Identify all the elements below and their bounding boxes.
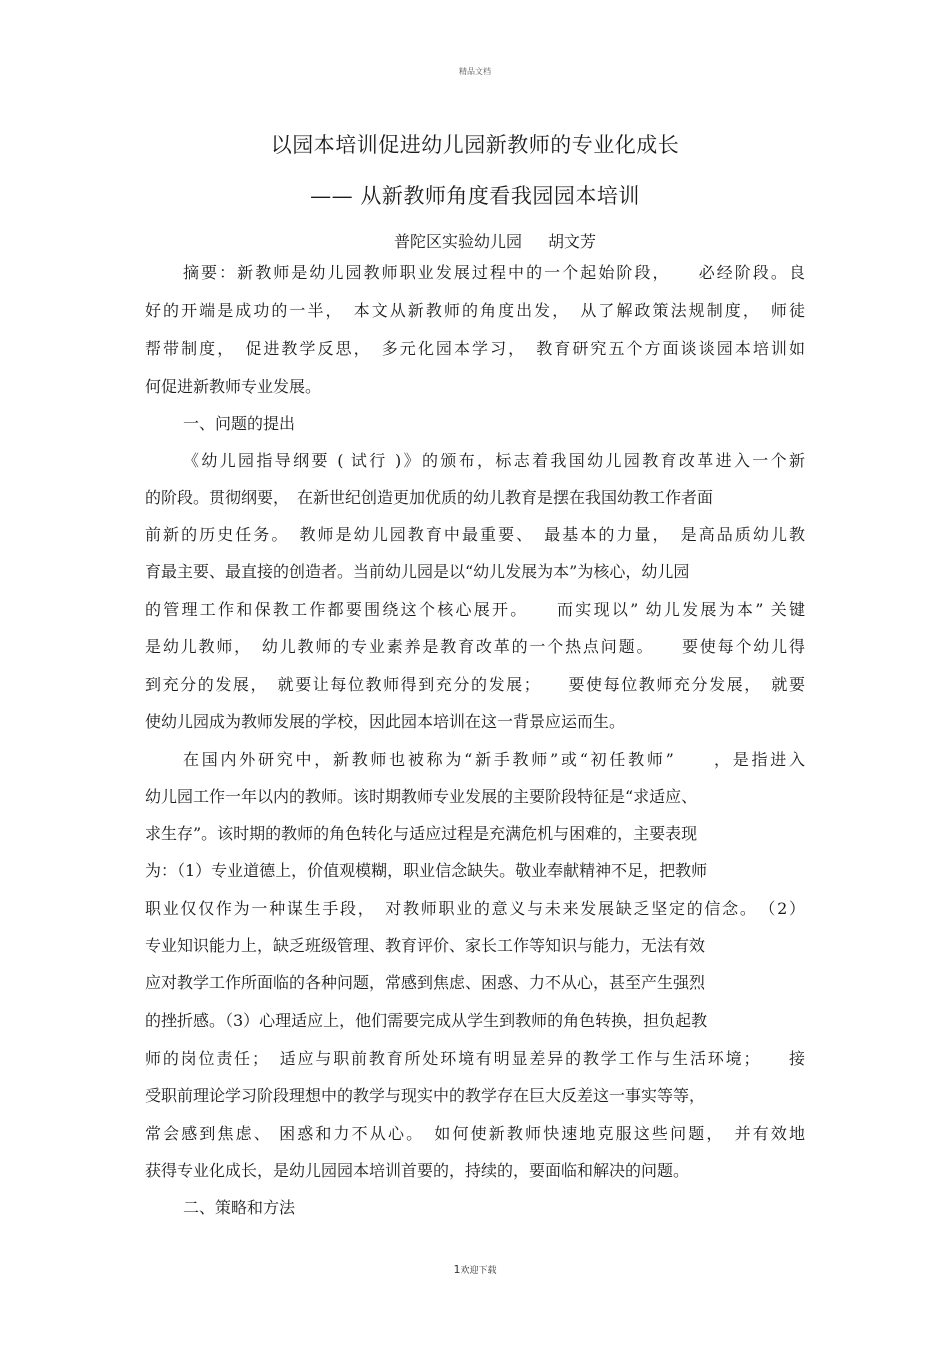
paragraph-line: 受职前理论学习阶段理想中的教学与现实中的教学存在巨大反差这一事实等等， — [145, 1086, 706, 1105]
section-heading-2: 二、策略和方法 — [183, 1198, 296, 1217]
paragraph-line: 应对教学工作所面临的各种问题，常感到焦虑、困惑、力不从心，甚至产生强烈 — [145, 973, 706, 992]
author-school: 普陀区实验幼儿园 — [393, 232, 522, 251]
section-heading-1: 一、问题的提出 — [183, 414, 296, 433]
paragraph-line: 使幼儿园成为教师发展的学校，因此园本培训在这一背景应运而生。 — [145, 712, 626, 731]
paragraph-line: 《幼儿园指导纲要 ( 试行 )》的颁布，标志着我国幼儿园教育改革进入一个新 — [183, 451, 805, 470]
footer-text: 欢迎下载 — [460, 1266, 497, 1276]
paragraph-line: 的管理工作和保教工作都要围绕这个核心展开。 而实现以” 幼儿发展为本” 关键 — [145, 600, 805, 619]
paragraph-line: 职业仅仅作为一种谋生手段， 对教师职业的意义与未来发展缺乏坚定的信念。 （2） — [145, 899, 805, 918]
abstract-line-3: 帮带制度， 促进教学反思， 多元化园本学习， 教育研究五个方面谈谈园本培训如 — [145, 339, 805, 358]
paragraph-line: 获得专业化成长，是幼儿园园本培训首要的，持续的，要面临和解决的问题。 — [145, 1161, 690, 1180]
paragraph-line: 在国内外研究中，新教师也被称为“新手教师”或“初任教师” ，是指进入 — [183, 750, 805, 769]
document-title: 以园本培训促进幼儿园新教师的专业化成长 — [270, 133, 680, 157]
abstract-line-1: 摘要：新教师是幼儿园教师职业发展过程中的一个起始阶段， 必经阶段。良 — [183, 263, 805, 282]
page-number: 1 — [453, 1263, 461, 1276]
author-line — [0, 229, 950, 252]
paragraph-line: 是幼儿教师， 幼儿教师的专业素养是教育改革的一个热点问题。 要使每个幼儿得 — [145, 637, 805, 656]
paragraph-line: 到充分的发展， 就要让每位教师得到充分的发展； 要使每位教师充分发展， 就要 — [145, 675, 805, 694]
abstract-line-4: 何促进新教师专业发展。 — [145, 377, 322, 396]
paragraph-line: 的挫折感。（3）心理适应上，他们需要完成从学生到教师的角色转换，担负起教 — [145, 1011, 708, 1030]
header-watermark: 精品文档 — [459, 67, 491, 76]
author-name: 胡文芳 — [548, 232, 597, 251]
abstract-line-2: 好的开端是成功的一半， 本文从新教师的角度出发， 从了解政策法规制度， 师徒 — [145, 301, 805, 320]
page-footer — [0, 1263, 950, 1276]
paragraph-line: 育最主要、最直接的创造者。当前幼儿园是以“幼儿发展为本”为核心，幼儿园 — [145, 562, 690, 581]
document-subtitle: —— 从新教师角度看我园园本培训 — [310, 184, 640, 208]
paragraph-line: 专业知识能力上，缺乏班级管理、教育评价、家长工作等知识与能力，无法有效 — [145, 936, 706, 955]
paragraph-line: 师的岗位责任； 适应与职前教育所处环境有明显差异的教学工作与生活环境； 接 — [145, 1049, 805, 1068]
paragraph-line: 幼儿园工作一年以内的教师。该时期教师专业发展的主要阶段特征是“求适应、 — [145, 787, 698, 806]
paragraph-line: 为：（1）专业道德上，价值观模糊，职业信念缺失。敬业奉献精神不足，把教师 — [145, 861, 708, 880]
paragraph-line: 前新的历史任务。 教师是幼儿园教育中最重要、 最基本的力量， 是高品质幼儿教 — [145, 525, 805, 544]
paragraph-line: 的阶段。贯彻纲要， 在新世纪创造更加优质的幼儿教育是摆在我国幼教工作者面 — [145, 488, 714, 507]
paragraph-line: 求生存”。该时期的教师的角色转化与适应过程是充满危机与困难的，主要表现 — [145, 824, 698, 843]
paragraph-line: 常会感到焦虑、 困惑和力不从心。 如何使新教师快速地克服这些问题， 并有效地 — [145, 1124, 805, 1143]
